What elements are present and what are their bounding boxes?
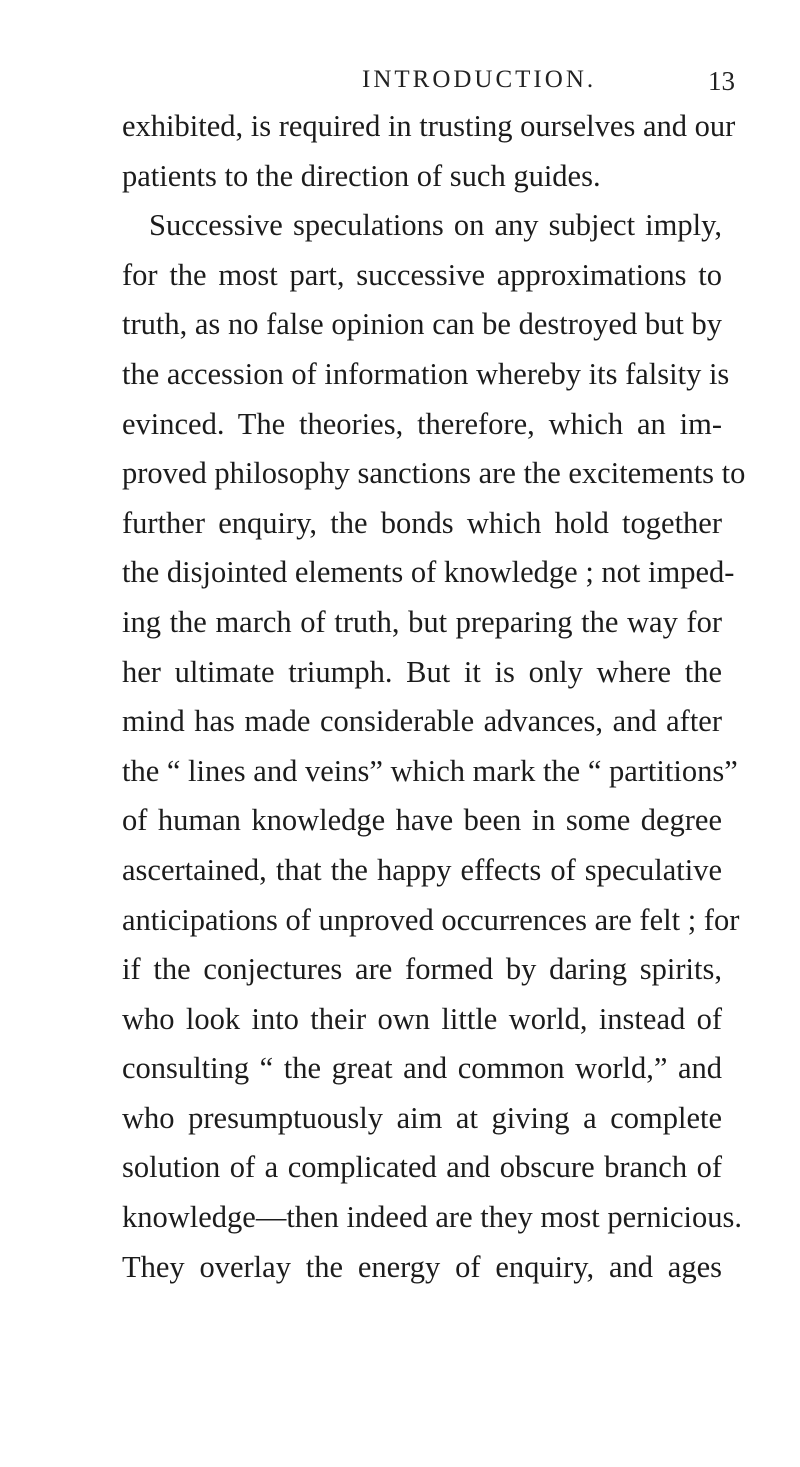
text-line: of human knowledge have been in some degree — [122, 803, 722, 838]
text-line: the disjointed elements of knowledge ; not imped- — [122, 555, 735, 590]
text-line: exhibited, is required in trusting ourselves and our — [122, 109, 736, 143]
text-line: the “ lines and veins” which mark the “ partitions” — [122, 753, 738, 788]
text-line: solution of a complicated and obscure branch of — [122, 1150, 722, 1185]
page-number: 13 — [708, 66, 735, 96]
text-line: proved philosophy sanctions are the excitements to — [122, 456, 746, 491]
text-line: who look into their own little world, instead of — [122, 1001, 722, 1036]
text-line: for the most part, successive approximations to — [122, 257, 722, 292]
text-line: evinced. The theories, therefore, which an im- — [122, 406, 722, 441]
text-line: knowledge—then indeed are they most pernicious. — [122, 1200, 742, 1235]
text-line: the accession of information whereby its falsity is — [122, 356, 730, 391]
text-line: They overlay the energy of enquiry, and ages — [122, 1249, 722, 1284]
text-line: truth, as no false opinion can be destroyed but by — [122, 307, 722, 342]
text-line: ing the march of truth, but preparing the way for — [122, 604, 722, 639]
text-line: who presumptuously aim at giving a complete — [122, 1100, 722, 1135]
running-head — [0, 66, 800, 96]
text-line: her ultimate triumph. But it is only where the — [122, 654, 722, 689]
text-line: ascertained, that the happy effects of speculative — [122, 852, 722, 887]
text-line: patients to the direction of such guides. — [122, 158, 601, 193]
text-line: further enquiry, the bonds which hold together — [122, 505, 722, 540]
text-line: consulting “ the great and common world,” and — [122, 1051, 722, 1086]
body-text — [122, 102, 746, 1292]
running-title: INTRODUCTION. — [362, 66, 597, 93]
text-line: anticipations of unproved occurrences are felt ; for — [122, 902, 740, 937]
text-line: if the conjectures are formed by daring spirits, — [122, 952, 722, 987]
paragraph-first-line: Successive speculations on any subject imply, — [149, 208, 722, 243]
text-line: mind has made considerable advances, and after — [122, 704, 722, 739]
